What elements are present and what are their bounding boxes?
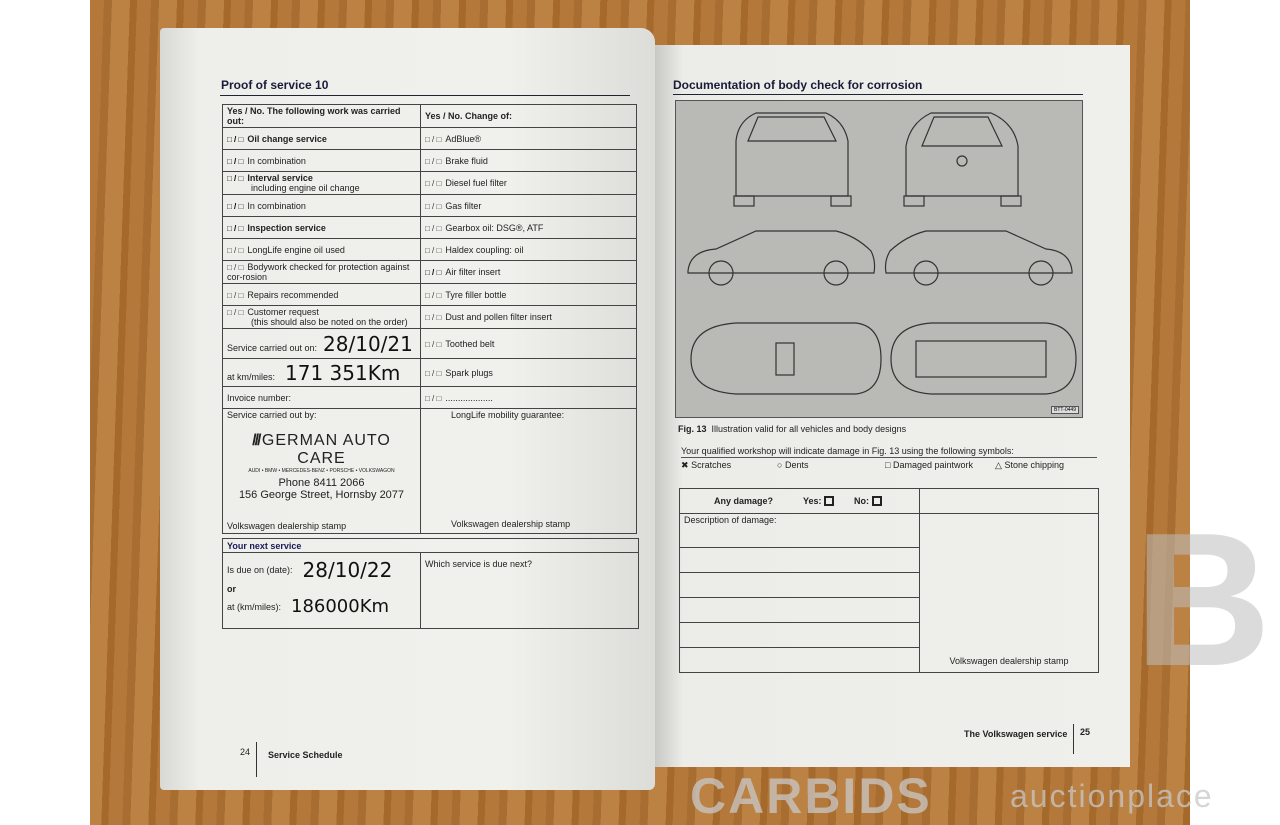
service-date-cell[interactable] [223, 329, 421, 359]
checklist-item[interactable] [421, 150, 637, 172]
no-checkbox[interactable] [872, 496, 882, 506]
due-label: Is due on (date): [227, 565, 293, 575]
dealer-stamp-label: Volkswagen dealership stamp [227, 521, 347, 531]
item-label: ................... [445, 392, 493, 403]
checklist-item[interactable] [223, 217, 421, 239]
service-date-label: Service carried out on: [227, 342, 318, 353]
checkbox-icon[interactable]: □ / □ [425, 179, 442, 188]
dealer-stamp-label: Volkswagen dealership stamp [451, 519, 571, 529]
item-label: Tyre filler bottle [445, 289, 507, 300]
watermark-brand: CARBIDS [690, 768, 932, 824]
any-damage-label: Any damage? [714, 495, 774, 506]
checklist-item[interactable] [223, 306, 421, 329]
symbol-label: Damaged paintwork [892, 460, 973, 470]
checklist-item[interactable] [421, 239, 637, 261]
no-label: No: [854, 495, 870, 506]
description-line[interactable] [680, 648, 920, 673]
symbol-item [995, 460, 1085, 471]
checklist-item[interactable] [421, 217, 637, 239]
checkbox-icon[interactable]: □ / □ [425, 245, 442, 255]
checklist-item[interactable] [223, 150, 421, 172]
table-row [223, 239, 637, 261]
checklist-item[interactable] [421, 172, 637, 195]
checkbox-icon[interactable]: □ / □ [425, 313, 442, 322]
watermark-sub: auctionplace [1010, 778, 1214, 814]
checked-box-icon[interactable]: □ / □ [425, 268, 442, 277]
item-label: Repairs recommended [247, 289, 339, 300]
checkbox-icon[interactable]: □ / □ [227, 263, 244, 272]
km-cell[interactable] [223, 359, 421, 387]
checklist-item[interactable] [421, 195, 637, 217]
next-service-header: Your next service [223, 539, 639, 553]
checkbox-icon[interactable]: □ / □ [227, 290, 244, 300]
right-title-rule [673, 94, 1083, 95]
carried-by-label: Service carried out by: [227, 410, 317, 420]
table-row [223, 195, 637, 217]
section-right: The Volkswagen service [964, 729, 1068, 739]
symbol-item [681, 460, 777, 471]
car-top-view [691, 323, 881, 394]
item-label: Dust and pollen filter insert [445, 312, 552, 322]
longlife-label: LongLife mobility guarantee: [451, 410, 565, 420]
table-row [223, 128, 637, 150]
stamp-name: /// GERMAN AUTO CARE [252, 432, 391, 467]
table-row [223, 329, 637, 359]
item-label: Oil change service [247, 133, 327, 144]
checked-box-icon[interactable]: □ / □ [227, 134, 244, 144]
invoice-label[interactable]: Invoice number: [223, 387, 421, 409]
next-service-table [222, 538, 639, 629]
table-row [223, 172, 637, 195]
car-side-left [688, 231, 875, 285]
stamp-phone: Phone 8411 2066 [278, 477, 365, 489]
watermark-logo: B [1134, 494, 1272, 706]
next-km[interactable]: 186000Km [291, 596, 390, 617]
symbol-icon: ✖ [681, 460, 689, 470]
carried-out-cell [223, 409, 421, 534]
checklist-item[interactable] [223, 284, 421, 306]
which-service-label: Which service is due next? [425, 559, 533, 569]
checkbox-icon[interactable]: □ / □ [425, 156, 442, 166]
checklist-item[interactable] [421, 306, 637, 329]
checkbox-icon[interactable]: □ / □ [227, 245, 244, 255]
symbol-item [777, 460, 885, 471]
car-rear-view [734, 113, 851, 206]
checkbox-icon[interactable]: □ / □ [425, 201, 442, 211]
checklist-item[interactable] [223, 195, 421, 217]
symbol-legend [681, 460, 1091, 471]
page-number-right: 25 [1080, 727, 1091, 737]
symbol-icon: ○ [777, 460, 783, 470]
table-row [223, 306, 637, 329]
item-label: LongLife engine oil used [247, 244, 345, 255]
fig-caption: Illustration valid for all vehicles and body designs [711, 424, 907, 434]
col2-header: Yes / No. Change of: [421, 105, 637, 128]
item-label: Toothed belt [445, 338, 495, 349]
checklist-item[interactable] [223, 261, 421, 284]
item-label: Diesel fuel filter [445, 178, 507, 188]
symbol-item [885, 460, 995, 471]
checkbox-icon[interactable]: □ / □ [425, 393, 442, 403]
table-row [223, 150, 637, 172]
stamp-address: 156 George Street, Hornsby 2077 [238, 489, 405, 501]
next-km-label: at (km/miles): [227, 601, 281, 612]
checkbox-icon[interactable]: □ / □ [425, 134, 442, 144]
service-date[interactable]: 28/10/21 [323, 331, 413, 356]
symbol-label: Stone chipping [1004, 460, 1064, 470]
figure-code: BTT-0449 [1051, 406, 1079, 414]
table-header-row [223, 105, 637, 128]
description-line[interactable] [680, 623, 920, 648]
item-sublabel: including engine oil change [251, 183, 360, 193]
damage-table [679, 488, 1099, 673]
car-underbody-view [891, 323, 1076, 394]
symbol-label: Dents [784, 460, 809, 470]
car-front-view [904, 113, 1021, 206]
checklist-item[interactable] [421, 261, 637, 284]
item-label: Haldex coupling: oil [445, 244, 524, 255]
item-sublabel: (this should also be noted on the order) [251, 317, 408, 327]
footer-divider [256, 742, 257, 777]
checkbox-icon[interactable]: □ / □ [425, 339, 442, 349]
checkbox-icon[interactable]: □ / □ [425, 368, 442, 378]
checklist-item[interactable] [223, 172, 421, 195]
checked-box-icon[interactable]: □ / □ [227, 174, 244, 183]
km-value[interactable]: 171 351Km [285, 360, 401, 385]
checklist-item[interactable] [421, 387, 637, 409]
dealer-stamp-right: Volkswagen dealership stamp [949, 656, 1069, 666]
km-label: at km/miles: [227, 371, 276, 382]
yes-label: Yes: [803, 495, 822, 506]
checked-box-icon[interactable]: □ / □ [227, 223, 244, 233]
page-title: Proof of service 10 [221, 78, 329, 92]
checklist-item[interactable] [421, 128, 637, 150]
left-forms [222, 104, 639, 629]
checkbox-icon[interactable]: □ / □ [425, 290, 442, 300]
checklist-item[interactable] [421, 284, 637, 306]
description-line[interactable] [680, 598, 920, 623]
checked-box-icon[interactable]: □ / □ [227, 201, 244, 211]
title-rule [220, 95, 630, 96]
checklist-item[interactable] [421, 359, 637, 387]
due-date[interactable]: 28/10/22 [302, 558, 393, 582]
workshop-stamp [227, 432, 416, 501]
section-left: Service Schedule [268, 750, 343, 760]
item-label: Spark plugs [445, 367, 493, 378]
description-line[interactable] [680, 548, 920, 573]
item-label: Customer request [247, 307, 319, 317]
table-row [223, 217, 637, 239]
symbol-icon: □ [885, 460, 891, 470]
checked-box-icon[interactable]: □ / □ [227, 156, 244, 166]
stamp-row [223, 409, 637, 534]
item-label: In combination [247, 155, 306, 166]
table-row [223, 261, 637, 284]
instruction: Your qualified workshop will indicate damage in Fig. 13 using the following symbols: [681, 446, 1097, 458]
checklist-item[interactable] [223, 239, 421, 261]
checklist-item[interactable] [421, 329, 637, 359]
right-title: Documentation of body check for corrosion [673, 78, 923, 92]
stamp-brands: AUDI • BMW • MERCEDES-BENZ • PORSCHE • VOLKSWAGON [248, 468, 395, 474]
item-label: In combination [247, 200, 306, 211]
footer-divider-right [1073, 724, 1074, 754]
checklist-item[interactable] [223, 128, 421, 150]
item-label: Gas filter [445, 200, 482, 211]
item-label: Brake fluid [445, 155, 488, 166]
symbol-label: Scratches [691, 460, 732, 470]
car-diagram [675, 100, 1083, 418]
item-label: AdBlue® [445, 133, 481, 144]
longlife-cell [421, 409, 637, 534]
car-outlines [676, 101, 1082, 417]
description-label: Description of damage: [680, 514, 920, 548]
service-table [222, 104, 637, 534]
page-number-left: 24 [240, 747, 251, 757]
checkbox-icon[interactable]: □ / □ [425, 223, 442, 233]
car-side-right [886, 231, 1073, 285]
table-row [223, 284, 637, 306]
item-label: Gearbox oil: DSG®, ATF [445, 222, 544, 233]
checkbox-icon[interactable]: □ / □ [227, 308, 244, 317]
fig-label: Fig. 13 [678, 424, 707, 434]
col1-header: Yes / No. The following work was carried out: [223, 105, 421, 128]
table-row [223, 387, 637, 409]
or-label: or [227, 584, 236, 594]
table-row [223, 359, 637, 387]
item-label: Air filter insert [445, 267, 501, 277]
yes-checkbox[interactable] [824, 496, 834, 506]
symbol-icon: △ [995, 460, 1002, 470]
item-label: Bodywork checked for protection against cor-rosion [227, 262, 410, 282]
description-line[interactable] [680, 573, 920, 598]
item-label: Inspection service [247, 222, 326, 233]
item-label: Interval service [247, 173, 313, 183]
